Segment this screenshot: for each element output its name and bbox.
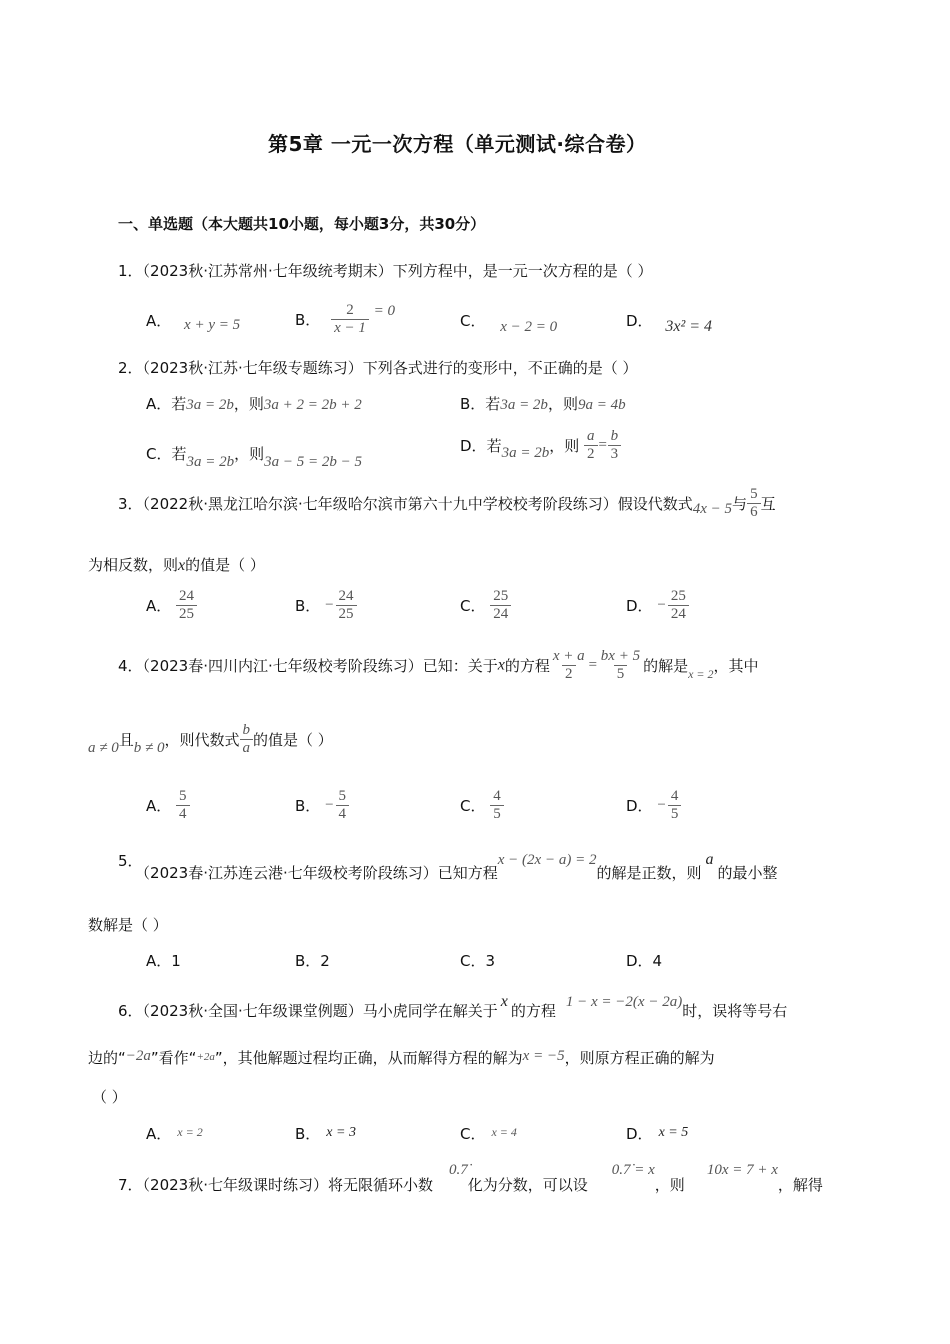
option-label: C． <box>460 597 486 615</box>
numerator: 25 <box>493 588 509 604</box>
option-math: 9a = 4b <box>577 397 626 413</box>
inline-math: 0.7̇ = x <box>611 1162 655 1178</box>
question-stem: 且 <box>118 731 134 749</box>
option-d[interactable] <box>460 428 621 463</box>
option-label: A． <box>146 312 172 330</box>
option-math: x − 2 = 0 <box>500 319 558 335</box>
inline-math: x <box>497 656 505 674</box>
question-stem: 的值是（ ） <box>185 556 265 574</box>
denominator: 24 <box>668 605 689 623</box>
option-b[interactable] <box>295 788 349 823</box>
question-stem: ”，其他解题过程均正确，从而解得方程的解为 <box>214 1049 523 1067</box>
question-stem: ，则原方程正确的解为 <box>564 1049 715 1067</box>
denominator: a <box>240 739 254 757</box>
question-text-line2 <box>88 1047 715 1068</box>
option-c[interactable] <box>460 588 511 623</box>
fraction <box>747 486 761 521</box>
option-d[interactable] <box>626 788 681 823</box>
option-text: 若 <box>171 445 187 463</box>
equals-sign: = <box>597 437 608 453</box>
question-stem: 与 <box>732 495 748 513</box>
question-text <box>118 648 759 683</box>
question-text <box>118 357 638 378</box>
option-text: 若 <box>171 395 187 413</box>
question-stem: 时，误将等号右 <box>682 1002 788 1020</box>
question-text <box>118 486 776 521</box>
option-a[interactable] <box>146 1123 203 1144</box>
question-number: 5． <box>118 852 143 870</box>
option-b[interactable] <box>295 1123 356 1144</box>
question-stem: 的解是 <box>643 657 689 675</box>
fraction <box>336 788 350 823</box>
option-label: A． <box>146 597 172 615</box>
option-a[interactable] <box>146 310 240 331</box>
question-stem: （2023春·江苏连云港·七年级校考阶段练习）已知方程 <box>142 864 498 882</box>
fraction <box>598 648 643 683</box>
inline-math: x − (2x − a) = 2 <box>497 852 597 868</box>
denominator: 5 <box>614 665 628 683</box>
question-text <box>118 990 788 1020</box>
question-stem: （2023秋·全国·七年级课堂例题）马小虎同学在解关于 <box>142 1002 498 1020</box>
option-c[interactable] <box>460 788 504 823</box>
option-label: D． <box>626 1125 653 1143</box>
option-b[interactable] <box>295 588 357 623</box>
question-number: 4． <box>118 657 143 675</box>
option-label: C． <box>146 445 172 463</box>
option-math: 3x² = 4 <box>665 318 713 335</box>
numerator: 24 <box>338 588 354 604</box>
option-math: x = 5 <box>658 1125 689 1140</box>
denominator: 25 <box>336 605 357 623</box>
option-math: 3a = 2b <box>186 454 235 470</box>
fraction <box>176 788 190 823</box>
option-text: 若 <box>486 437 502 455</box>
question-stem: （2022秋·黑龙江哈尔滨·七年级哈尔滨市第六十九中学校校考阶段练习）假设代数式 <box>142 495 693 513</box>
question-stem: 的方程 <box>510 1002 556 1020</box>
fraction <box>490 788 504 823</box>
fraction <box>668 588 689 623</box>
option-b[interactable]: B．2 <box>295 952 330 970</box>
equals-sign: = <box>587 657 598 673</box>
question-text <box>118 1158 823 1194</box>
question-stem: ”看作“ <box>150 1049 197 1067</box>
option-math: x = 2 <box>177 1125 203 1139</box>
numerator: 2 <box>346 302 354 318</box>
fraction <box>240 722 254 757</box>
option-math: x = 3 <box>326 1125 356 1140</box>
inline-math: 1 − x = −2(x − 2a) <box>565 994 683 1010</box>
option-a[interactable] <box>146 393 362 414</box>
question-stem: 的值是（ ） <box>253 731 333 749</box>
numerator: bx + 5 <box>600 648 641 664</box>
option-c[interactable] <box>460 310 558 335</box>
numerator: 5 <box>338 788 347 804</box>
inline-math: x = 2 <box>688 667 714 681</box>
inline-math: a ≠ 0 <box>88 740 119 756</box>
denominator: 5 <box>490 805 504 823</box>
inline-math: 10x = 7 + x <box>706 1162 778 1178</box>
option-a[interactable]: A．1 <box>146 952 181 970</box>
question-stem: 为相反数，则 <box>88 556 179 574</box>
option-d[interactable] <box>626 588 689 623</box>
inline-math: 0.7̇ <box>449 1162 468 1178</box>
option-c[interactable] <box>460 1123 517 1144</box>
option-label: B． <box>295 597 321 615</box>
section-header: 一、单选题（本大题共10小题，每小题3分，共30分） <box>118 215 486 233</box>
option-label: C． <box>460 797 486 815</box>
question-number: 3． <box>118 495 143 513</box>
fraction <box>176 588 197 623</box>
option-d[interactable] <box>626 310 713 335</box>
numerator: 5 <box>179 788 187 804</box>
option-text: ，则 <box>234 445 265 463</box>
question-stem: 的方程 <box>504 657 550 675</box>
denominator: x − 1 <box>331 319 369 337</box>
option-b[interactable] <box>460 393 626 414</box>
option-a[interactable] <box>146 788 190 823</box>
option-label: B． <box>295 1125 321 1143</box>
option-d[interactable] <box>626 1123 688 1144</box>
option-text: ，则 <box>549 437 580 455</box>
numerator: x + a <box>552 648 585 664</box>
option-label: D． <box>626 797 653 815</box>
minus-sign: − <box>325 797 334 813</box>
option-b[interactable] <box>295 302 395 337</box>
denominator: 6 <box>747 503 761 521</box>
option-math: 3a = 2b <box>186 397 234 413</box>
numerator: 4 <box>493 788 501 804</box>
numerator: b <box>242 722 250 738</box>
numerator: 5 <box>750 486 758 502</box>
question-number: 7． <box>118 1176 143 1194</box>
numerator: 24 <box>179 588 195 604</box>
option-label: D． <box>626 597 653 615</box>
question-stem: （2023秋·江苏·七年级专题练习）下列各式进行的变形中，不正确的是（ ） <box>142 359 638 377</box>
option-d[interactable]: D．4 <box>626 952 663 970</box>
question-stem: （2023春·四川内江·七年级校考阶段练习）已知：关于 <box>142 657 498 675</box>
option-math: 3a = 2b <box>501 445 550 461</box>
question-text-line2: 数解是（ ） <box>88 916 168 934</box>
minus-sign: − <box>325 597 334 613</box>
option-math: = 0 <box>373 303 396 319</box>
option-a[interactable] <box>146 588 197 623</box>
option-math: x = 4 <box>491 1125 517 1139</box>
inline-math: a <box>705 851 714 868</box>
question-text-line3: （ ） <box>92 1088 127 1106</box>
denominator: 25 <box>176 605 197 623</box>
option-c[interactable]: C．3 <box>460 952 496 970</box>
question-stem: （2023秋·江苏常州·七年级统考期末）下列方程中，是一元一次方程的是（ ） <box>142 262 653 280</box>
question-text <box>118 850 778 882</box>
option-math: x + y = 5 <box>184 317 241 333</box>
question-stem: 的解是正数，则 <box>596 864 702 882</box>
inline-math: 4x − 5 <box>692 501 733 517</box>
question-number: 1． <box>118 262 143 280</box>
fraction <box>608 428 622 463</box>
inline-math: +2a <box>196 1051 215 1063</box>
question-stem: ，解得 <box>777 1176 823 1194</box>
question-stem: ，其中 <box>713 657 759 675</box>
denominator: 2 <box>584 445 598 463</box>
option-math: 3a = 2b <box>500 397 548 413</box>
numerator: a <box>587 428 595 444</box>
option-text: ，则 <box>547 395 578 413</box>
question-text-line2 <box>88 554 265 575</box>
option-text: 若 <box>485 395 501 413</box>
numerator: 25 <box>670 588 686 604</box>
denominator: 4 <box>336 805 350 823</box>
option-math: 3a + 2 = 2b + 2 <box>263 397 362 413</box>
question-stem: 的最小整 <box>717 864 778 882</box>
fraction <box>668 788 682 823</box>
question-stem: ，则 <box>654 1176 685 1194</box>
denominator: 2 <box>562 665 576 683</box>
option-label: B． <box>295 797 321 815</box>
denominator: 24 <box>490 605 511 623</box>
inline-math: x <box>500 993 508 1010</box>
question-stem: 化为分数，可以设 <box>467 1176 588 1194</box>
question-stem: 互 <box>760 495 776 513</box>
numerator: b <box>610 428 619 444</box>
question-stem: ，则代数式 <box>164 731 240 749</box>
inline-math: b ≠ 0 <box>133 740 165 756</box>
inline-math: x = −5 <box>522 1048 565 1064</box>
option-label: D． <box>626 312 653 330</box>
question-stem: 边的“ <box>88 1049 126 1067</box>
denominator: 4 <box>176 805 190 823</box>
page-title: 第5章 一元一次方程（单元测试·综合卷） <box>268 132 647 156</box>
inline-math: x <box>178 557 186 574</box>
option-c[interactable] <box>146 443 363 470</box>
numerator: 4 <box>670 788 679 804</box>
fraction <box>584 428 598 463</box>
question-stem: （2023秋·七年级课时练习）将无限循环小数 <box>142 1176 433 1194</box>
question-text-line2 <box>88 722 333 757</box>
option-label: B． <box>295 311 321 329</box>
option-label: C． <box>460 1125 486 1143</box>
question-number: 6． <box>118 1002 143 1020</box>
fraction <box>336 588 357 623</box>
inline-math: −2a <box>125 1048 151 1064</box>
option-label: D． <box>460 437 487 455</box>
question-number: 2． <box>118 359 143 377</box>
option-label: C． <box>460 312 486 330</box>
fraction <box>331 302 369 337</box>
minus-sign: − <box>657 797 666 813</box>
option-label: A． <box>146 1125 172 1143</box>
minus-sign: − <box>657 597 666 613</box>
fraction <box>490 588 511 623</box>
option-label: A． <box>146 395 172 413</box>
fraction <box>550 648 588 683</box>
option-label: B． <box>460 395 486 413</box>
question-text <box>118 260 653 281</box>
option-text: ，则 <box>233 395 264 413</box>
denominator: 5 <box>668 805 682 823</box>
option-label: A． <box>146 797 172 815</box>
option-math: 3a − 5 = 2b − 5 <box>264 454 363 470</box>
denominator: 3 <box>608 445 622 463</box>
